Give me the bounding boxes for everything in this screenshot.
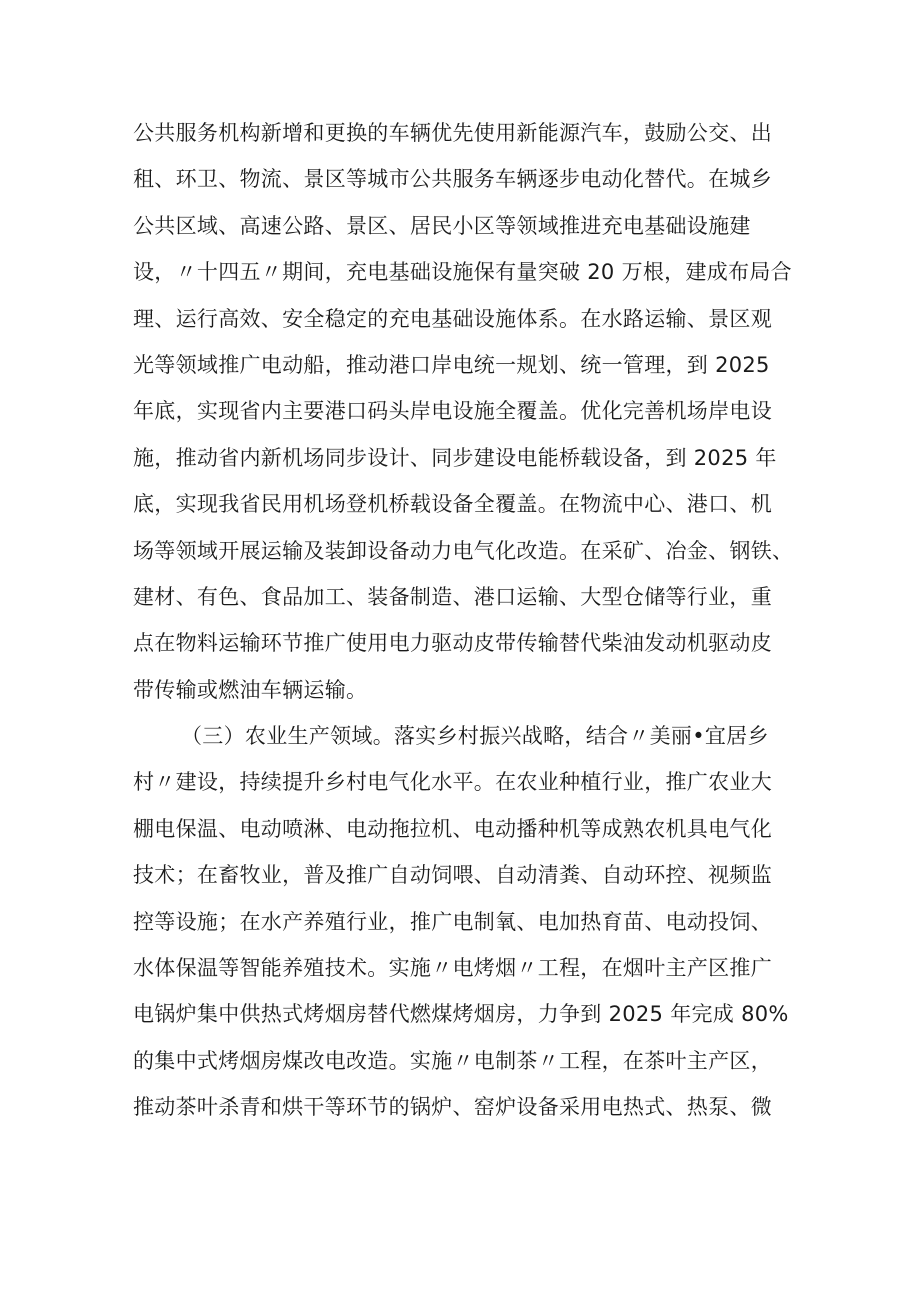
text-line: 的集中式烤烟房煤改电改造。实施〃电制茶〃工程，在茶叶主产区，: [133, 1048, 772, 1073]
text-line: 棚电保温、电动喷淋、电动拖拉机、电动播种机等成熟农机具电气化: [133, 816, 772, 841]
text-line: 建材、有色、食品加工、装备制造、港口运输、大型仓储等行业，重: [133, 584, 772, 609]
document-body: [133, 110, 813, 1131]
text-line: 村〃建设，持续提升乡村电气化水平。在农业种植行业，推广农业大: [133, 770, 772, 795]
text-line: 推动茶叶杀青和烘干等环节的锅炉、窑炉设备采用电热式、热泵、微: [133, 1095, 772, 1120]
text-line: 施，推动省内新机场同步设计、同步建设电能桥载设备，到 2025 年: [133, 445, 777, 470]
text-line: 电锅炉集中供热式烤烟房替代燃煤烤烟房，力争到 2025 年完成 80%: [133, 1002, 789, 1027]
text-line: 租、环卫、物流、景区等城市公共服务车辆逐步电动化替代。在城乡: [133, 167, 772, 192]
text-line: 场等领域开展运输及装卸设备动力电气化改造。在采矿、冶金、钢铁、: [133, 538, 794, 563]
text-line: 光等领域推广电动船，推动港口岸电统一规划、统一管理，到 2025: [133, 352, 770, 377]
text-line: 设，〃十四五〃期间，充电基础设施保有量突破 20 万根，建成布局合: [133, 260, 792, 285]
text-line: 带传输或燃油车辆运输。: [133, 677, 368, 702]
text-line: 点在物料运输环节推广使用电力驱动皮带传输替代柴油发动机驱动皮: [133, 631, 772, 656]
text-line: 公共服务机构新增和更换的车辆优先使用新能源汽车，鼓励公交、出: [133, 121, 772, 145]
text-line: 公共区域、高速公路、景区、居民小区等领域推进充电基础设施建: [133, 213, 751, 238]
text-line: 技术；在畜牧业，普及推广自动饲喂、自动清粪、自动环控、视频监: [133, 863, 772, 888]
text-line: 理、运行高效、安全稳定的充电基础设施体系。在水路运输、景区观: [133, 306, 772, 331]
text-line: 年底，实现省内主要港口码头岸电设施全覆盖。优化完善机场岸电设: [133, 399, 772, 424]
text-line: 底，实现我省民用机场登机桥载设备全覆盖。在物流中心、港口、机: [133, 492, 772, 517]
text-line: 水体保温等智能养殖技术。实施〃电烤烟〃工程，在烟叶主产区推广: [133, 956, 772, 981]
section-heading-line: （三）农业生产领域。落实乡村振兴战略，结合〃美丽•宜居乡: [181, 724, 769, 749]
text-line: 控等设施；在水产养殖行业，推广电制氧、电加热育苗、电动投饲、: [133, 909, 772, 934]
